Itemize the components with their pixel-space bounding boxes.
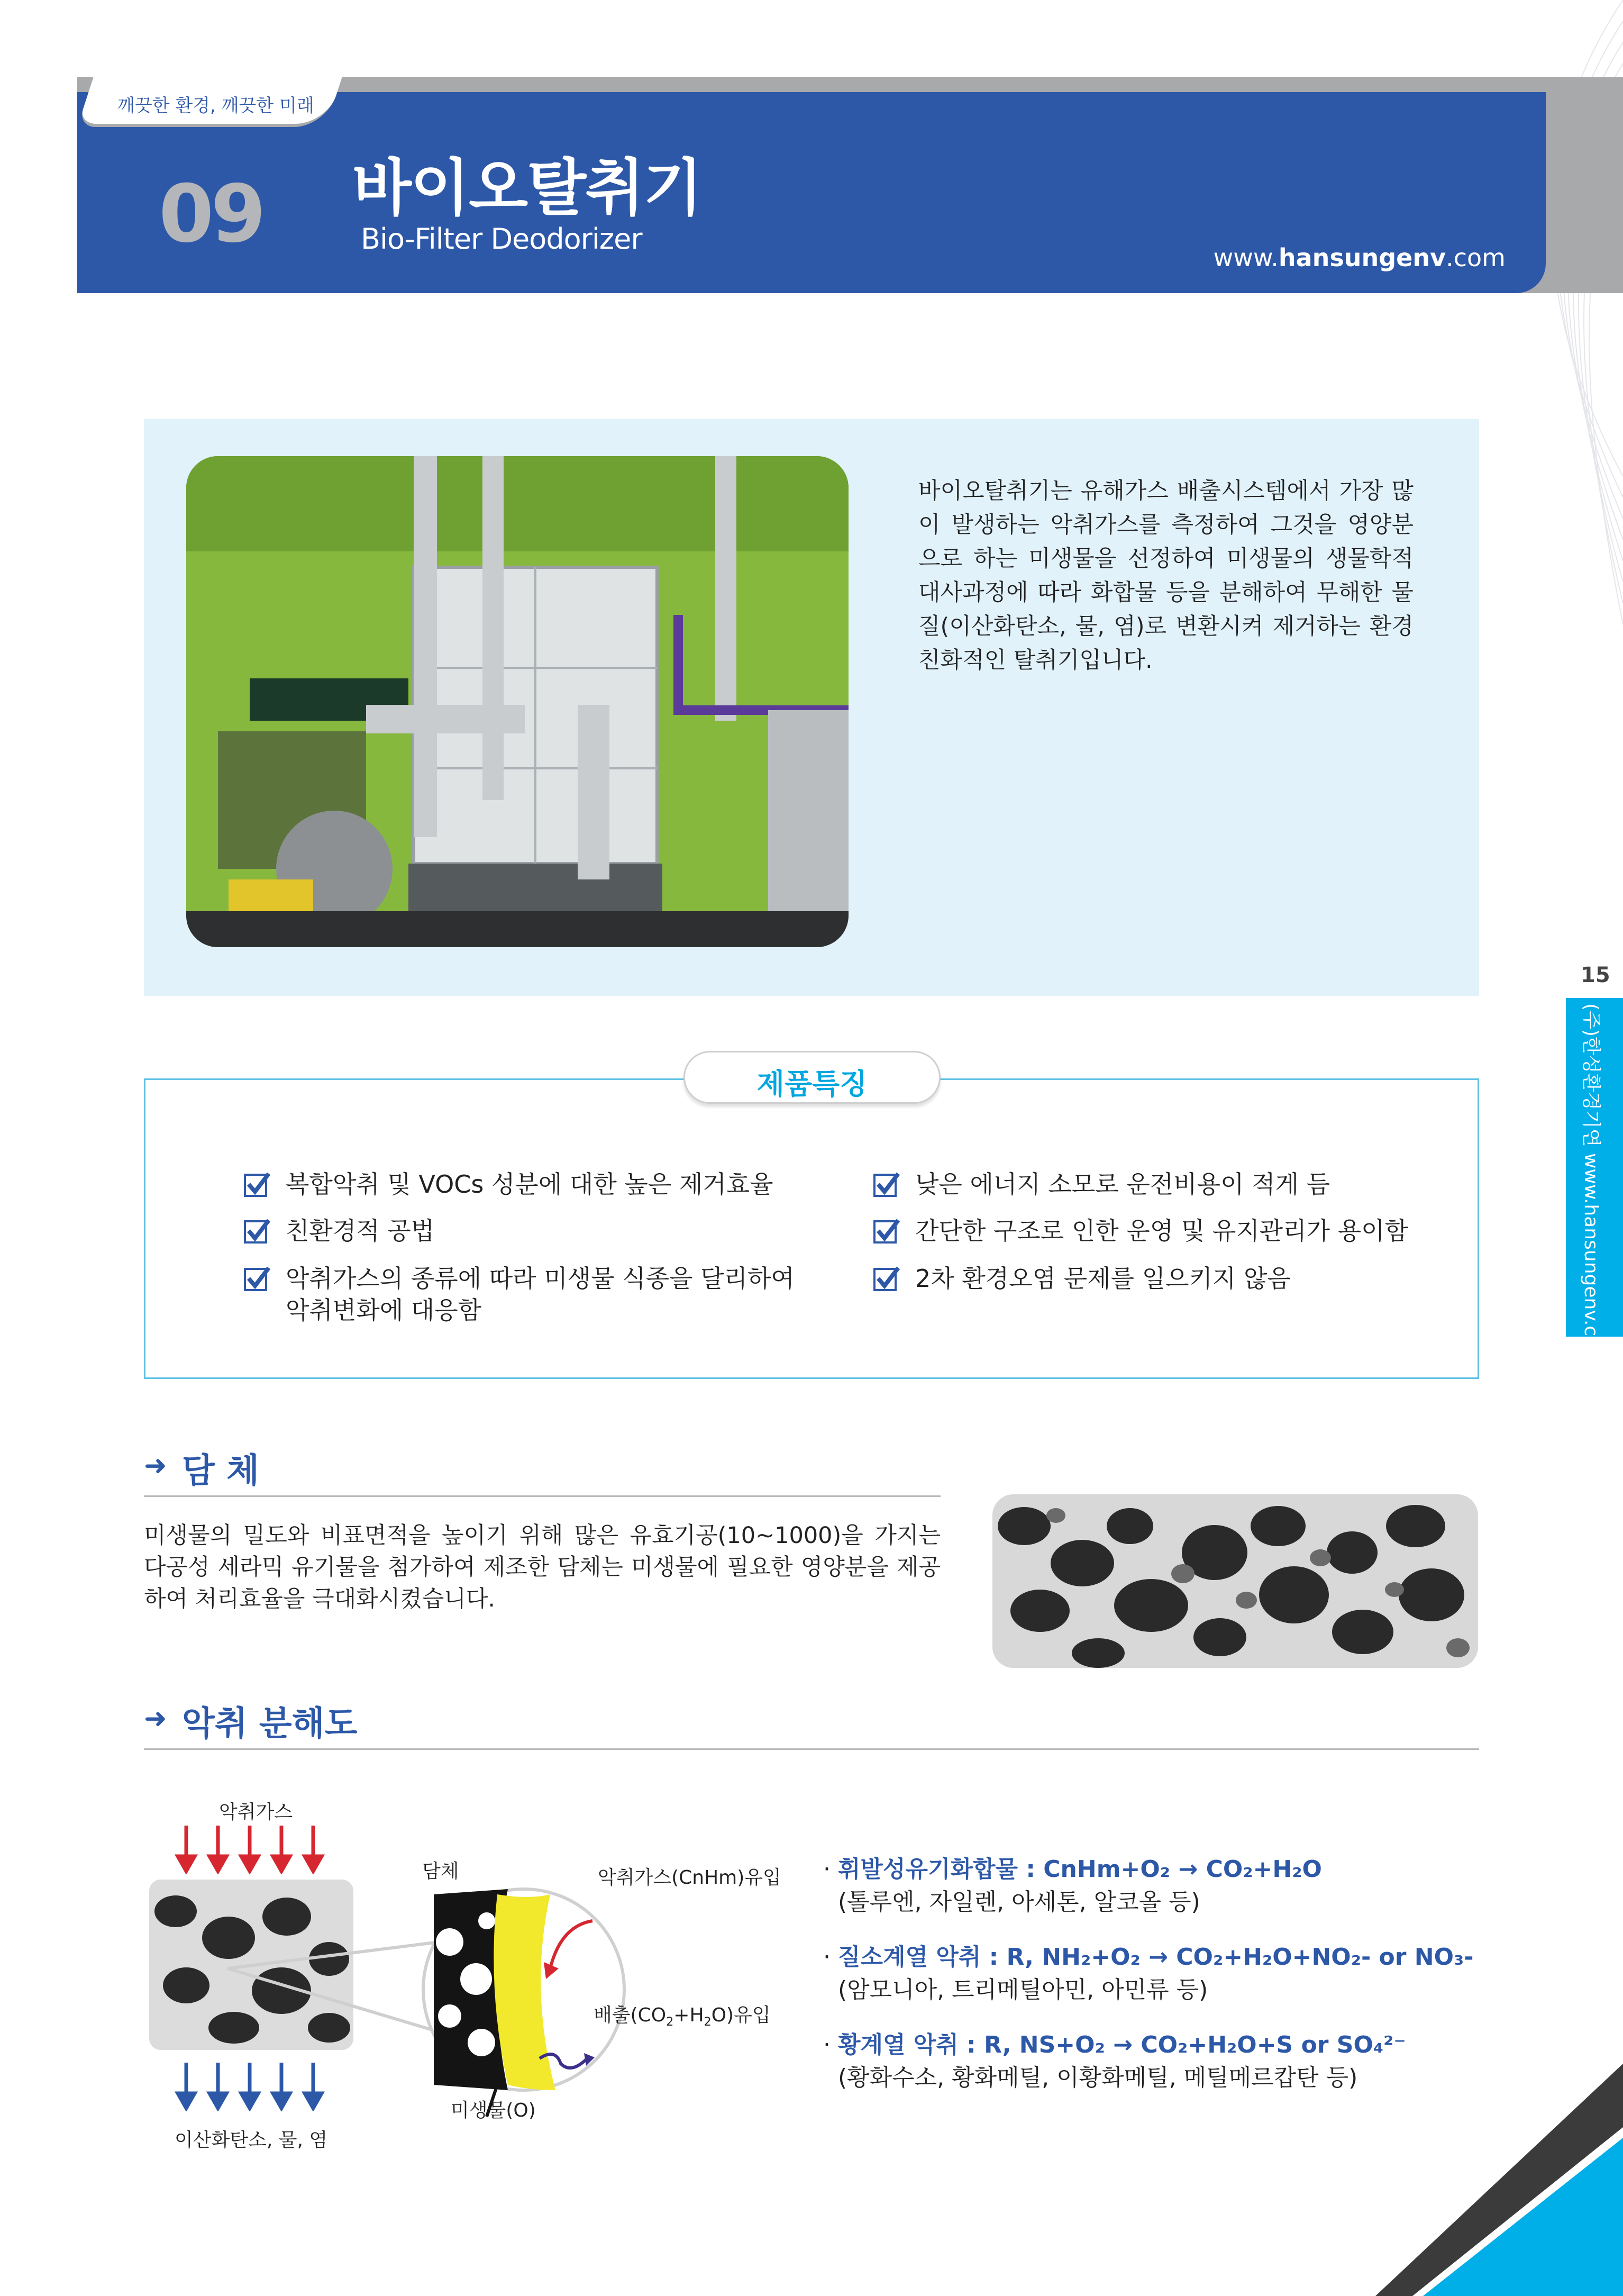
arrow-right-icon: ➜ <box>144 1450 167 1482</box>
section-divider <box>144 1495 941 1497</box>
feature-item: 2차 환경오염 문제를 일으키지 않음 <box>915 1264 1291 1293</box>
feature-item: 친환경적 공법 <box>286 1217 435 1245</box>
section-divider <box>144 1748 1479 1750</box>
decomposition-section-title: 악취 분해도 <box>182 1704 358 1744</box>
arrow-right-icon: ➜ <box>144 1703 167 1735</box>
page-title: 바이오탈취기 <box>352 152 702 224</box>
diagram-carrier-label: 담체 <box>422 1861 459 1882</box>
formula-name: 휘발성유기화합물 : <box>837 1856 1044 1883</box>
feature-item: 간단한 구조로 인한 운영 및 유지관리가 용이함 <box>915 1217 1409 1245</box>
checkbox-icon <box>873 1217 900 1245</box>
diagram-gas-out-label: 이산화탄소, 물, 염 <box>175 2129 328 2151</box>
feature-item-continuation: 악취변화에 대응함 <box>286 1296 482 1324</box>
checkbox-icon <box>873 1265 900 1292</box>
feature-item: 낮은 에너지 소모로 운전비용이 적게 듬 <box>915 1170 1330 1199</box>
biofilm-diagram <box>212 1863 645 2127</box>
page-subtitle: Bio-Filter Deodorizer <box>361 222 642 256</box>
formula-examples: (암모니아, 트리메틸아민, 아민류 등) <box>838 1976 1208 2003</box>
formula-examples: (황화수소, 황화메틸, 이황화메틸, 메틸메르캅탄 등) <box>838 2064 1358 2091</box>
url-prefix: www. <box>1213 243 1279 272</box>
formula-name: 질소계열 악취 : <box>837 1944 1007 1971</box>
features-title: 제품특징 <box>756 1067 868 1101</box>
feature-item: 복합악취 및 VOCs 성분에 대한 높은 제거효율 <box>286 1170 773 1199</box>
product-photo <box>186 456 849 947</box>
header-website[interactable] <box>1214 243 1506 272</box>
checkbox-icon <box>243 1170 271 1198</box>
diagram-inflow-label: 악취가스(CnHm)유입 <box>598 1867 781 1889</box>
carrier-texture-image <box>992 1494 1478 1668</box>
section-number: 09 <box>159 168 263 260</box>
corner-decoration <box>1375 2064 1623 2296</box>
header-tab-text: 깨끗한 환경, 깨끗한 미래 <box>117 95 314 116</box>
diagram-microbe-label: 미생물(O) <box>451 2100 536 2121</box>
carrier-description: 미생물의 밀도와 비표면적을 높이기 위해 많은 유효기공(10~1000)을 가지는 다공성 세라믹 유기물을 첨가하여 제조한 담체는 미생물에 필요한 영양분을 제공하여 처리효율을 극대화시켰습니다. <box>144 1522 941 1612</box>
formula-examples: (톨루엔, 자일렌, 아세톤, 알코올 등) <box>838 1889 1200 1916</box>
formula-equation: CnHm+O₂ → CO₂+H₂O <box>1043 1856 1322 1883</box>
formula-sulfur: · 황계열 악취 : R, NS+O₂ → CO₂+H₂O+S or SO₄²⁻ (황화수소, 황화메틸, 이황화메틸, 메틸메르캅탄 등) <box>823 2029 1406 2094</box>
formula-voc: · 휘발성유기화합물 : CnHm+O₂ → CO₂+H₂O (톨루엔, 자일렌, 아세톤, 알코올 등) <box>823 1853 1322 1919</box>
diagram-gas-in-label: 악취가스 <box>219 1801 293 1823</box>
checkbox-icon <box>243 1265 271 1292</box>
checkbox-icon <box>243 1217 271 1245</box>
url-brand: hansungenv <box>1278 243 1446 272</box>
checkbox-icon <box>873 1170 900 1198</box>
side-tab-label: (주)한성환경기연 www.hansungenv.com <box>1580 1003 1602 1367</box>
intro-description: 바이오탈취기는 유해가스 배출시스템에서 가장 많이 발생하는 악취가스를 측정하여 그것을 영양분으로 하는 미생물을 선정하여 미생물의 생물학적 대사과정에 따라 화합물 등을 분해하여 무해한 물질(이산화탄소, 물, 염)로 변환시켜 제거하는 환경 친화적인 탈취기입니다. <box>918 478 1414 674</box>
carrier-section-title: 담 체 <box>182 1451 259 1491</box>
formula-nitrogen: · 질소계열 악취 : R, NH₂+O₂ → CO₂+H₂O+NO₂- or NO₃- (암모니아, 트리메틸아민, 아민류 등) <box>823 1941 1474 2007</box>
url-suffix: .com <box>1446 243 1506 272</box>
diagram-outflow-label: 배출$(CO_2+H_2O)$유입 <box>594 2004 771 2029</box>
formula-equation: R, NS+O₂ → CO₂+H₂O+S or SO₄²⁻ <box>984 2031 1406 2058</box>
page-number: 15 <box>1581 963 1610 987</box>
feature-item: 악취가스의 종류에 따라 미생물 식종을 달리하여 <box>286 1264 795 1293</box>
formula-equation: R, NH₂+O₂ → CO₂+H₂O+NO₂- or NO₃- <box>1006 1944 1474 1971</box>
formula-name: 황계열 악취 : <box>837 2031 984 2058</box>
